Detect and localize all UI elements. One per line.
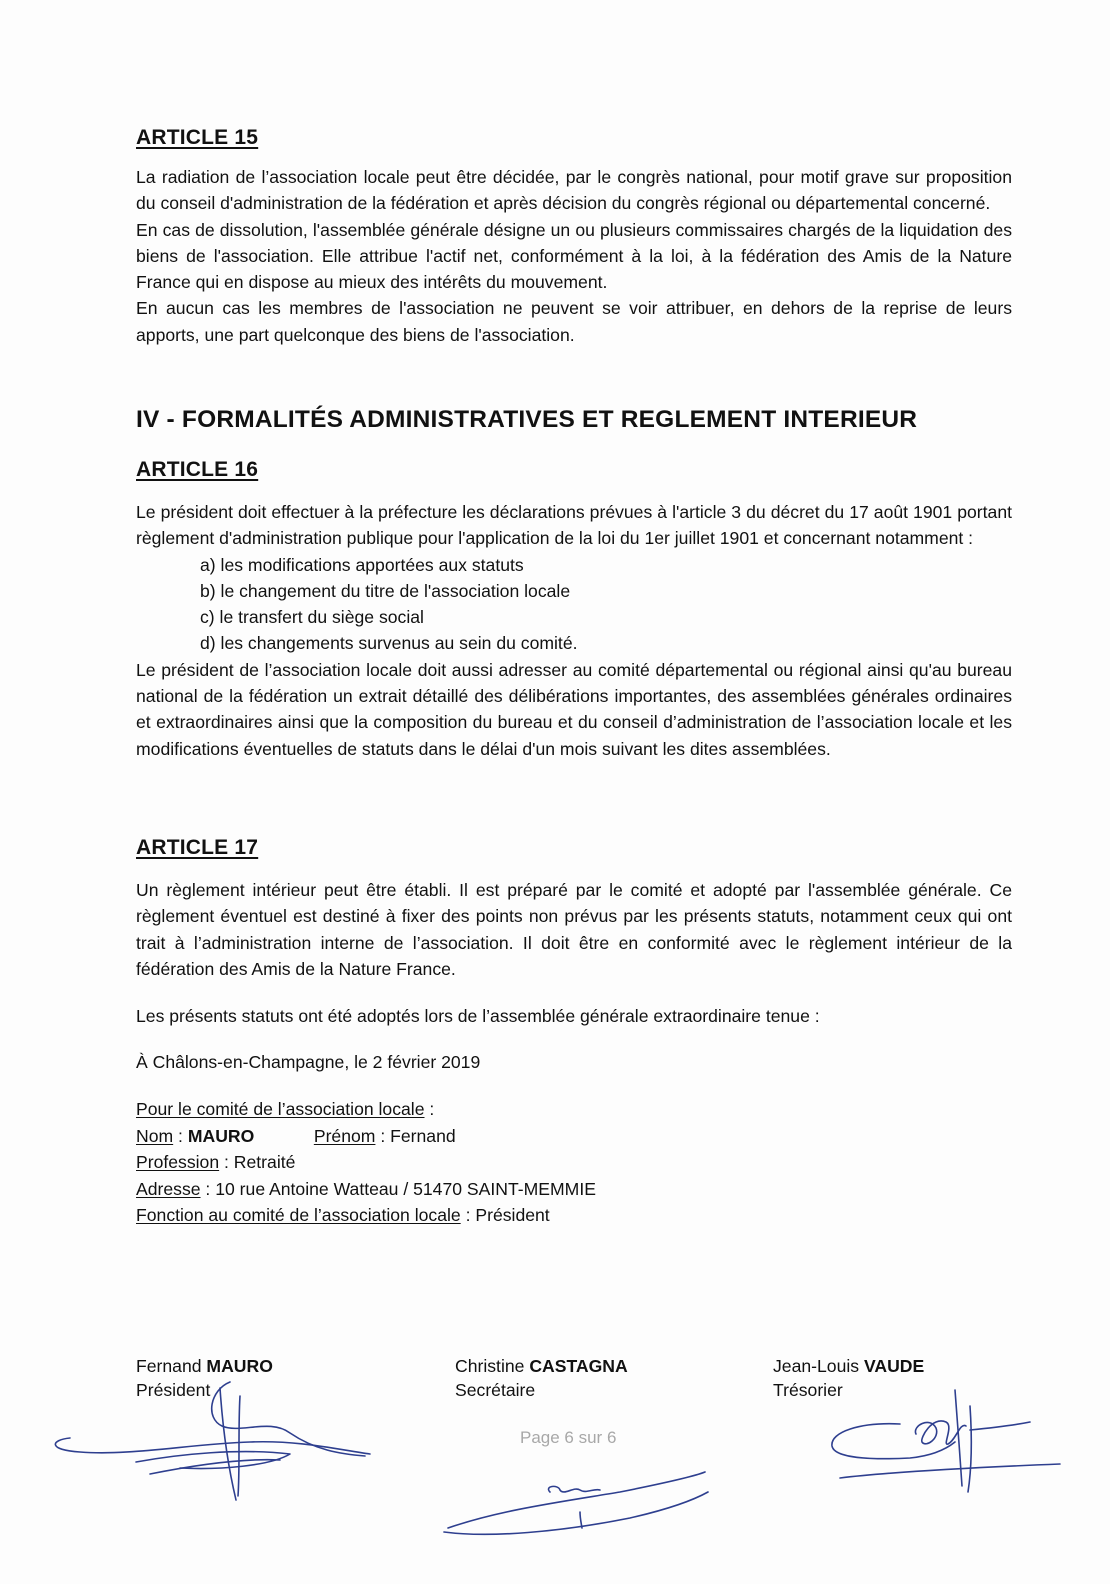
article-15 [136,126,1012,348]
treasurer-signature [820,1386,1070,1506]
adresse-label: Adresse [136,1178,201,1199]
president-signature [40,1378,380,1508]
separator: : [424,1099,435,1119]
signatory-role: Président [136,1380,211,1400]
article-17-title: ARTICLE 17 [136,836,259,859]
article-15-paragraph: En cas de dissolution, l'assemblée générale désigne un ou plusieurs commissaires chargés de la liquidation des biens de l'association. Elle attribue l'actif net, conformément à la loi, à la fédération des Amis de la Nature France qui en dispose au mieux des intérêts du mouvement. [136,219,1012,293]
separator: : [219,1152,234,1172]
separator: : [460,1205,476,1225]
article-16-body [136,499,1012,762]
list-item: d) les changements survenus au sein du comité. [200,633,578,654]
section-4-heading [136,406,1012,434]
article-16-paragraph: Le président de l’association locale doit aussi adresser au comité départemental ou régional ainsi qu'au bureau national de la fédération un extrait détaillé des délibérations importantes, des assemblées générales ordinaires et extraordinaires ainsi que la composition du bureau et du conseil d’administration de l’association locale et les modifications éventuelles de statuts dans le délai d'un mois suivant les dites assemblées. [136,659,1012,759]
separator: : [173,1125,188,1146]
nom-value: MAURO [187,1125,255,1146]
prenom-value: Fernand [390,1125,456,1146]
list-item: a) les modifications apportées aux statuts [200,554,524,575]
committee-heading: Pour le comité de l’association locale [136,1099,425,1119]
separator: : [375,1125,391,1146]
prenom-label: Prénom [313,1125,376,1146]
name-line [136,1123,1012,1150]
signatory-name [455,1354,628,1378]
signatory-secretary [455,1354,628,1402]
profession-value: Retraité [233,1152,296,1172]
article-17-body [136,877,1012,982]
fonction-label: Fonction au comité de l’association locale [136,1205,461,1225]
section-title: IV - FORMALITÉS ADMINISTRATIVES ET REGLEMENT INTERIEUR [136,406,918,433]
profession-label: Profession [136,1152,220,1172]
secretary-signature [440,1462,720,1552]
article-17 [136,836,1012,982]
page-number: Page 6 sur 6 [520,1428,617,1447]
last-name: CASTAGNA [529,1356,628,1376]
list-item: c) le transfert du siège social [200,607,424,628]
signatory-role: Trésorier [773,1380,843,1400]
adresse-value: 10 rue Antoine Watteau / 51470 SAINT-MEMMIE [215,1178,596,1199]
first-name: Fernand [136,1356,207,1376]
list-item: b) le changement du titre de l'association locale [200,580,571,601]
signatory-name [773,1354,924,1378]
last-name: MAURO [206,1356,273,1376]
committee-heading-line [136,1096,1012,1123]
article-15-paragraph: En aucun cas les membres de l'association ne peuvent se voir attribuer, en dehors de la reprise de leurs apports, une part quelconque des biens de l'association. [136,298,1012,345]
function-line [136,1202,1012,1229]
first-name: Christine [455,1356,530,1376]
place-date: À Châlons-en-Champagne, le 2 février 2019 [136,1052,481,1072]
nom-label: Nom [136,1125,174,1146]
article-17-paragraph: Un règlement intérieur peut être établi. Il est préparé par le comité et adopté par l'assemblée générale. Ce règlement éventuel est destiné à fixer des points non prévus par les présents statuts, notamment ceux qui ont trait à l’administration interne de l’association. Il doit être en conformité avec le règlement intérieur de la fédération des Amis de la Nature France. [136,880,1012,979]
adoption-statement: Les présents statuts ont été adoptés lors de l’assemblée générale extraordinaire tenue : [136,1006,820,1026]
profession-line [136,1149,1012,1176]
address-line [136,1176,1012,1203]
signatory-name [136,1354,273,1378]
signatory-role: Secrétaire [455,1380,536,1400]
article-15-paragraph: La radiation de l’association locale peut être décidée, par le congrès national, pour motif grave sur proposition du conseil d'administration de la fédération et après décision du congrès régional ou départemental concerné. [136,167,1012,214]
first-name: Jean-Louis [773,1356,864,1376]
article-15-title: ARTICLE 15 [136,126,259,149]
committee-info [136,1096,1012,1229]
article-16-intro: Le président doit effectuer à la préfecture les déclarations prévues à l'article 3 du décret du 17 août 1901 portant règlement d'administration publique pour l'application de la loi du 1er juillet 1901 et concernant notamment : [136,502,1012,549]
article-16-title: ARTICLE 16 [136,458,259,481]
last-name: VAUDE [863,1356,925,1376]
article-16 [136,458,1012,762]
declarations-list [136,552,1012,657]
separator: : [200,1178,216,1199]
article-15-body [136,164,1012,348]
fonction-value: Président [475,1205,550,1225]
